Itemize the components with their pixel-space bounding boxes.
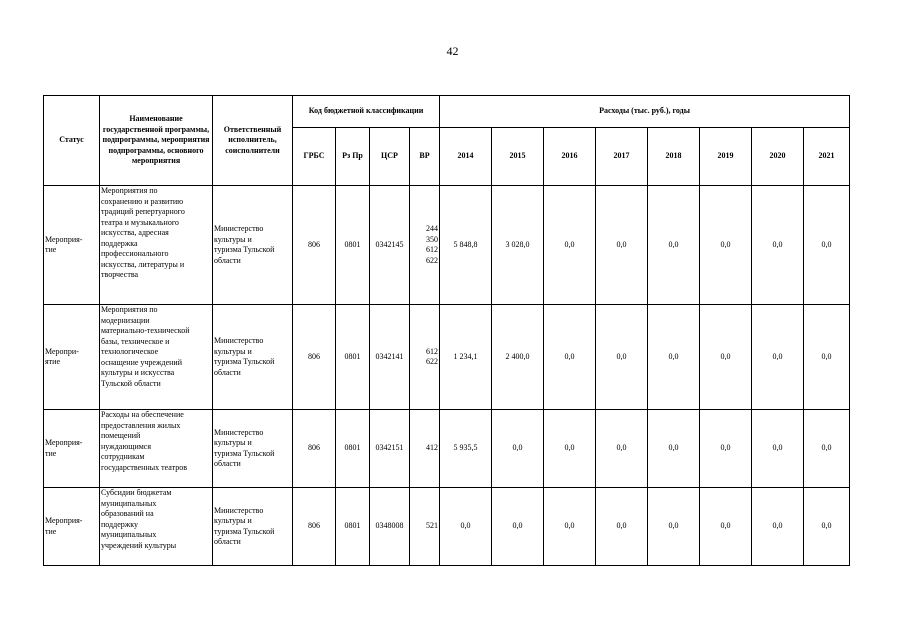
row-value: 0,0: [804, 305, 850, 410]
row-value: 0,0: [544, 410, 596, 488]
row-rzpr: 0801: [336, 305, 370, 410]
header-vr: ВР: [410, 128, 440, 186]
row-value: 0,0: [752, 410, 804, 488]
row-value: 0,0: [648, 488, 700, 566]
row-value: 3 028,0: [492, 186, 544, 305]
row-value: 0,0: [804, 186, 850, 305]
row-grbs: 806: [293, 186, 336, 305]
row-csr: 0342151: [370, 410, 410, 488]
row-value: 0,0: [700, 410, 752, 488]
header-expenses: Расходы (тыс. руб.), годы: [440, 96, 850, 128]
table-row: [44, 410, 850, 488]
row-vr: 244 350 612 622: [410, 186, 440, 305]
row-value: 0,0: [596, 305, 648, 410]
header-csr: ЦСР: [370, 128, 410, 186]
table-row: [44, 186, 850, 305]
row-value: 0,0: [596, 488, 648, 566]
row-value: 0,0: [700, 186, 752, 305]
row-value: 0,0: [544, 305, 596, 410]
row-value: 0,0: [752, 488, 804, 566]
row-status: Меропри- ятие: [44, 305, 100, 410]
row-grbs: 806: [293, 410, 336, 488]
row-value: 0,0: [544, 488, 596, 566]
row-value: 0,0: [648, 305, 700, 410]
row-value: 0,0: [492, 488, 544, 566]
header-status: Статус: [44, 96, 100, 186]
header-year: 2019: [700, 128, 752, 186]
header-rzpr: Рз Пр: [336, 128, 370, 186]
row-csr: 0348008: [370, 488, 410, 566]
row-value: 2 400,0: [492, 305, 544, 410]
row-name: Мероприятия по сохранению и развитию традиций репертуарного театра и музыкального искусства, адресная поддержка профессионального искусства, литературы и творчества: [100, 186, 213, 305]
row-value: 1 234,1: [440, 305, 492, 410]
header-year: 2017: [596, 128, 648, 186]
row-value: 0,0: [648, 410, 700, 488]
row-name: Расходы на обеспечение предоставления жилых помещений нуждающимся сотрудникам государственных театров: [100, 410, 213, 488]
row-value: 0,0: [752, 305, 804, 410]
row-name: Субсидии бюджетам муниципальных образований на поддержку муниципальных учреждений культуры: [100, 488, 213, 566]
row-value: 0,0: [700, 305, 752, 410]
header-name: Наименование государственной программы, подпрограммы, мероприятия подпрограммы, основного мероприятия: [100, 96, 213, 186]
header-year: 2014: [440, 128, 492, 186]
row-value: 0,0: [752, 186, 804, 305]
row-value: 0,0: [804, 410, 850, 488]
header-year: 2016: [544, 128, 596, 186]
header-grbs: ГРБС: [293, 128, 336, 186]
header-responsible: Ответственный исполнитель, соисполнители: [213, 96, 293, 186]
header-year: 2021: [804, 128, 850, 186]
row-value: 5 935,5: [440, 410, 492, 488]
row-status: Мероприя- тие: [44, 186, 100, 305]
row-name: Мероприятия по модернизации материально-технической базы, техническое и технологическое оснащение учреждений культуры и искусства Тульской области: [100, 305, 213, 410]
header-budget-code: Код бюджетной классификации: [293, 96, 440, 128]
table-row: [44, 305, 850, 410]
row-value: 0,0: [544, 186, 596, 305]
row-responsible: Министерство культуры и туризма Тульской области: [213, 186, 293, 305]
row-rzpr: 0801: [336, 410, 370, 488]
row-vr: 612 622: [410, 305, 440, 410]
row-value: 0,0: [596, 410, 648, 488]
table-row: [44, 488, 850, 566]
row-value: 5 848,8: [440, 186, 492, 305]
row-value: 0,0: [596, 186, 648, 305]
row-responsible: Министерство культуры и туризма Тульской области: [213, 488, 293, 566]
row-csr: 0342141: [370, 305, 410, 410]
row-vr: 412: [410, 410, 440, 488]
budget-table: [43, 95, 850, 566]
row-status: Мероприя- тие: [44, 488, 100, 566]
row-responsible: Министерство культуры и туризма Тульской области: [213, 410, 293, 488]
row-value: 0,0: [648, 186, 700, 305]
header-year: 2020: [752, 128, 804, 186]
row-responsible: Министерство культуры и туризма Тульской области: [213, 305, 293, 410]
row-rzpr: 0801: [336, 488, 370, 566]
row-value: 0,0: [440, 488, 492, 566]
row-status: Мероприя- тие: [44, 410, 100, 488]
page-number: 42: [446, 44, 459, 58]
header-year: 2015: [492, 128, 544, 186]
header-year: 2018: [648, 128, 700, 186]
row-grbs: 806: [293, 488, 336, 566]
row-grbs: 806: [293, 305, 336, 410]
row-value: 0,0: [804, 488, 850, 566]
row-value: 0,0: [700, 488, 752, 566]
row-rzpr: 0801: [336, 186, 370, 305]
row-csr: 0342145: [370, 186, 410, 305]
row-vr: 521: [410, 488, 440, 566]
row-value: 0,0: [492, 410, 544, 488]
